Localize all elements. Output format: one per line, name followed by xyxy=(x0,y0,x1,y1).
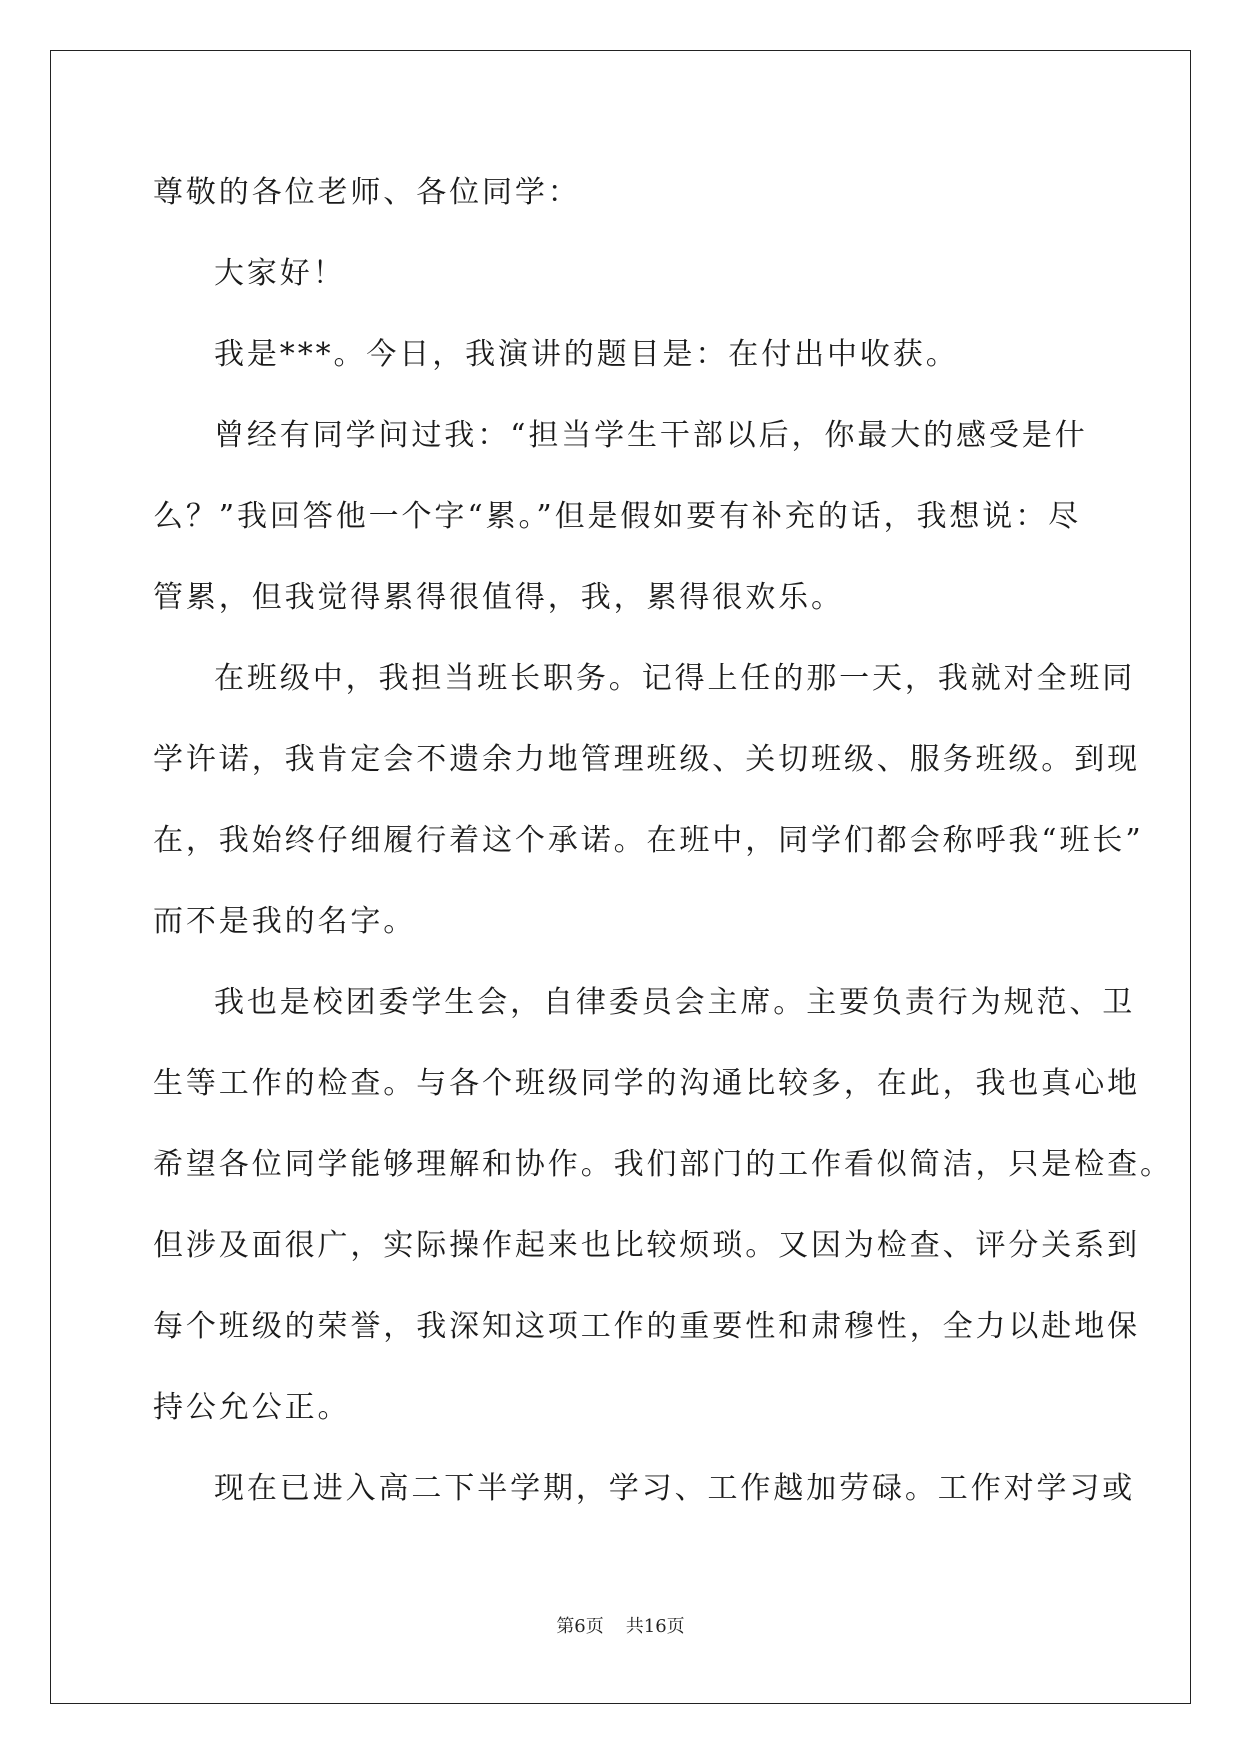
text-line: 生等工作的检查。与各个班级同学的沟通比较多，在此，我也真心地 xyxy=(153,1066,1140,1101)
text-line: 尊敬的各位老师、各位同学： xyxy=(153,175,581,210)
page-border xyxy=(50,50,1191,1704)
text-line: 曾经有同学问过我：“担当学生干部以后，你最大的感受是什 xyxy=(214,418,1088,453)
text-line: 我是***。今日，我演讲的题目是：在付出中收获。 xyxy=(214,337,959,372)
text-line: 管累，但我觉得累得很值得，我，累得很欢乐。 xyxy=(153,580,844,615)
text-line: 但涉及面很广，实际操作起来也比较烦琐。又因为检查、评分关系到 xyxy=(153,1228,1140,1263)
text-line: 在，我始终仔细履行着这个承诺。在班中，同学们都会称呼我“班长” xyxy=(153,823,1144,858)
page-footer xyxy=(0,1615,1241,1639)
text-line: 学许诺，我肯定会不遗余力地管理班级、关切班级、服务班级。到现 xyxy=(153,742,1140,777)
text-line: 持公允公正。 xyxy=(153,1390,351,1425)
total-pages-label: 共16页 xyxy=(625,1616,685,1637)
text-line: 在班级中，我担当班长职务。记得上任的那一天，我就对全班同 xyxy=(214,661,1136,696)
text-line: 而不是我的名字。 xyxy=(153,904,417,939)
text-line: 大家好！ xyxy=(214,256,346,291)
text-line: 现在已进入高二下半学期，学习、工作越加劳碌。工作对学习或 xyxy=(214,1471,1136,1506)
text-line: 每个班级的荣誉，我深知这项工作的重要性和肃穆性，全力以赴地保 xyxy=(153,1309,1140,1344)
text-line: 希望各位同学能够理解和协作。我们部门的工作看似简洁，只是检查。 xyxy=(153,1147,1173,1182)
text-line: 我也是校团委学生会，自律委员会主席。主要负责行为规范、卫 xyxy=(214,985,1136,1020)
current-page-label: 第6页 xyxy=(556,1616,604,1637)
text-line: 么？”我回答他一个字“累。”但是假如要有补充的话，我想说：尽 xyxy=(153,499,1082,534)
